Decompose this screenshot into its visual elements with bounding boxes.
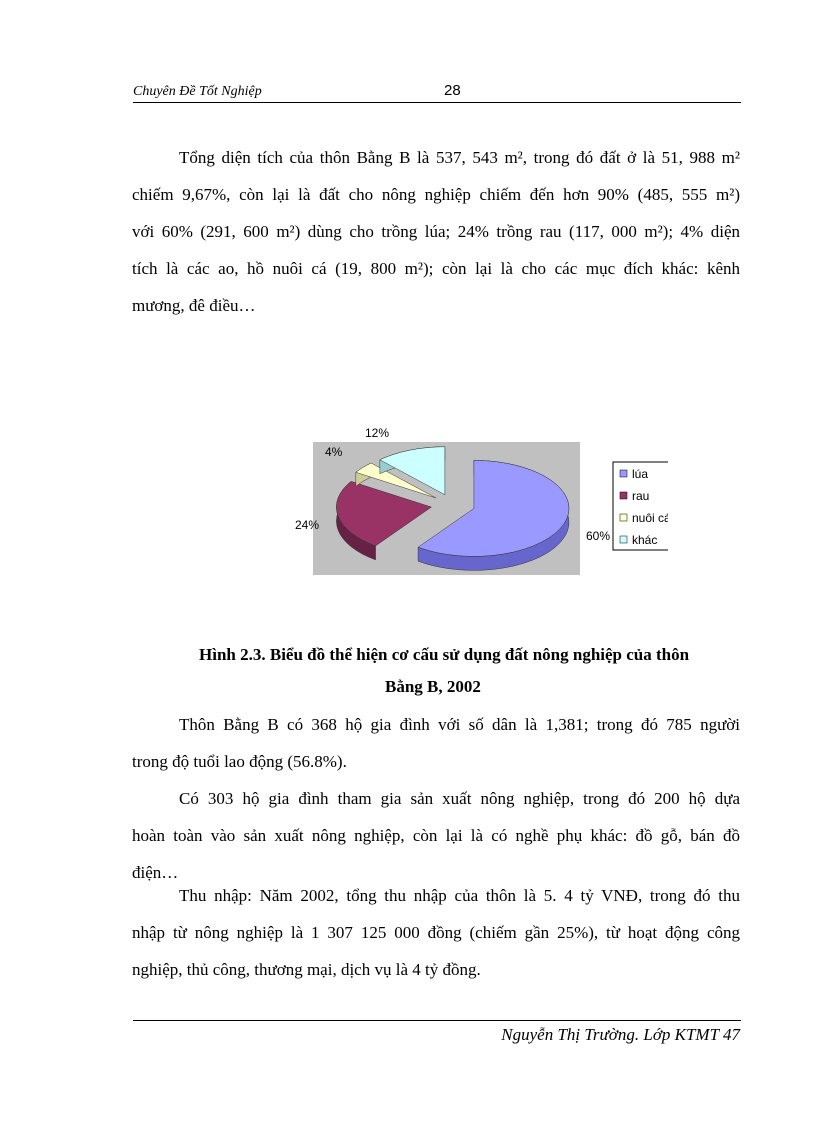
paragraph-line: hoàn toàn vào sản xuất nông nghiệp, còn lại là có nghề phụ khác: đồ gỗ, bán đồ [132,826,740,845]
paragraph-line: nghiệp, thủ công, thương mại, dịch vụ là 4 tỷ đồng. [132,960,481,979]
footer-rule [133,1020,741,1021]
legend-label: lúa [632,467,649,481]
header-rule [133,102,741,103]
legend-label: khác [632,533,658,547]
paragraph-line: trong độ tuổi lao động (56.8%). [132,752,347,771]
paragraph-line: mương, đê điều… [132,296,256,315]
paragraph-line: tích là các ao, hồ nuôi cá (19, 800 m²); còn lại là cho các mục đích khác: kênh [132,259,740,278]
paragraph-line: nhập từ nông nghiệp là 1 307 125 000 đồng (chiếm gần 25%), từ hoạt động công [132,923,740,942]
paragraph-line: Có 303 hộ gia đình tham gia sản xuất nông nghiệp, trong đó 200 hộ dựa [179,789,740,808]
pie-chart-figure [268,420,668,580]
paragraph-line: với 60% (291, 600 m²) dùng cho trồng lúa; 24% trồng rau (117, 000 m²); 4% diện [132,222,740,241]
paragraph-line: Thu nhập: Năm 2002, tổng thu nhập của thôn là 5. 4 tỷ VNĐ, trong đó thu [179,886,740,905]
paragraph-line: chiếm 9,67%, còn lại là đất cho nông nghiệp chiếm đến hơn 90% (485, 555 m²) [132,185,740,204]
paragraph-line: Tổng diện tích của thôn Bằng B là 537, 543 m², trong đó đất ở là 51, 988 m² [179,148,740,167]
page-number: 28 [444,82,461,99]
paragraph-income [132,877,740,988]
legend-swatch [620,536,627,543]
legend-label: rau [632,489,650,503]
legend-label: nuôi cá [632,511,668,525]
paragraph-line: điện… [132,863,179,882]
legend-swatch [620,470,627,477]
pie-chart [268,420,668,580]
figure-caption-line-2: Bằng B, 2002 [385,677,481,696]
legend-swatch [620,514,627,521]
legend-swatch [620,492,627,499]
paragraph-households [132,780,740,891]
header-title: Chuyên Đề Tốt Nghiệp [133,84,262,99]
paragraph-land-area [132,139,740,324]
pie-data-label: 60% [586,529,611,543]
pie-data-label: 4% [325,445,343,459]
paragraph-line: Thôn Bằng B có 368 hộ gia đình với số dân là 1,381; trong đó 785 người [179,715,740,734]
paragraph-population [132,706,740,780]
pie-data-label: 24% [295,518,320,532]
pie-data-label: 12% [365,426,390,440]
figure-caption-line-1: Hình 2.3. Biểu đồ thể hiện cơ cấu sử dụng đất nông nghiệp của thôn [199,645,690,664]
footer-author: Nguyễn Thị Trường. Lớp KTMT 47 [501,1025,740,1044]
